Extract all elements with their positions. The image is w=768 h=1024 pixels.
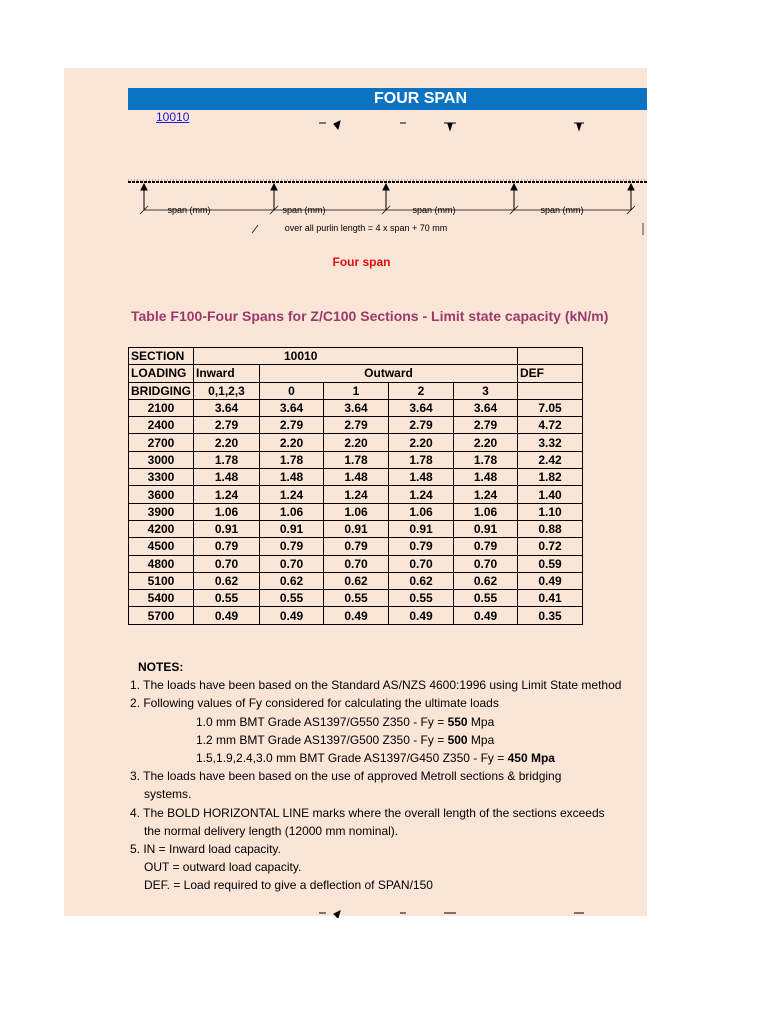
table-row — [129, 520, 583, 537]
value-cell: 0.91 — [260, 520, 324, 537]
section-code-link[interactable]: 10010 — [156, 110, 190, 124]
grade-1-unit: Mpa — [467, 714, 495, 729]
value-cell: 0.91 — [324, 520, 389, 537]
span-label-1: span (mm) — [167, 205, 211, 215]
value-cell: 1.06 — [454, 503, 518, 520]
value-cell: 0.79 — [389, 538, 454, 555]
table-title: Table F100-Four Spans for Z/C100 Sections - Limit state capacity (kN/m) — [131, 308, 609, 324]
diagram-caption: Four span — [332, 255, 391, 269]
value-cell: 3.64 — [194, 399, 260, 416]
table-row-loading — [129, 365, 583, 382]
load-capacity-table — [128, 347, 583, 625]
value-cell: 0.35 — [518, 607, 583, 624]
value-cell: 1.24 — [454, 486, 518, 503]
value-cell: 0.91 — [454, 520, 518, 537]
value-cell: 0.49 — [194, 607, 260, 624]
grade-2-text: 1.2 mm BMT Grade AS1397/G500 Z350 - Fy = — [196, 732, 448, 747]
table-row — [129, 572, 583, 589]
span-cell: 2700 — [129, 434, 194, 451]
value-cell: 3.64 — [260, 399, 324, 416]
value-cell: 1.40 — [518, 486, 583, 503]
value-cell: 2.20 — [324, 434, 389, 451]
span-cell: 3900 — [129, 503, 194, 520]
table-row — [129, 607, 583, 624]
value-cell: 0.91 — [389, 520, 454, 537]
def-label: DEF — [518, 365, 583, 382]
grade-3-value: 450 Mpa — [507, 751, 555, 766]
grade-line-1 — [128, 713, 648, 731]
span-label-4: span (mm) — [540, 205, 584, 215]
value-cell: 1.48 — [194, 469, 260, 486]
value-cell: 0.79 — [194, 538, 260, 555]
value-cell: 0.70 — [324, 555, 389, 572]
inward-label: Inward — [194, 365, 260, 382]
grade-3-text: 1.5,1.9,2.4,3.0 mm BMT Grade AS1397/G450 Z350 - Fy = — [196, 751, 508, 766]
value-cell: 1.24 — [324, 486, 389, 503]
top-marks — [319, 121, 584, 130]
table-row — [129, 399, 583, 416]
note-4-cont: the normal delivery length (12000 mm nominal). — [144, 823, 399, 838]
value-cell: 3.64 — [389, 399, 454, 416]
value-cell: 0.49 — [324, 607, 389, 624]
table-row — [129, 503, 583, 520]
span-cell: 4500 — [129, 538, 194, 555]
value-cell: 7.05 — [518, 399, 583, 416]
bridging-def-empty — [518, 382, 583, 399]
table-row-section — [129, 348, 583, 365]
table-row — [129, 538, 583, 555]
value-cell: 3.64 — [324, 399, 389, 416]
value-cell: 0.62 — [324, 572, 389, 589]
value-cell: 0.72 — [518, 538, 583, 555]
span-cell: 2100 — [129, 399, 194, 416]
value-cell: 1.78 — [454, 451, 518, 468]
note-3: 3. The loads have been based on the use of approved Metroll sections & bridging — [130, 769, 562, 784]
value-cell: 1.82 — [518, 469, 583, 486]
grade-line-2 — [128, 731, 648, 749]
span-cell: 5700 — [129, 607, 194, 624]
value-cell: 0.55 — [454, 590, 518, 607]
notes-title: NOTES: — [138, 660, 184, 674]
value-cell: 0.55 — [324, 590, 389, 607]
value-cell: 0.62 — [389, 572, 454, 589]
span-cell: 3000 — [129, 451, 194, 468]
table-row — [129, 555, 583, 572]
value-cell: 0.79 — [454, 538, 518, 555]
document-page — [64, 68, 647, 916]
page-title-banner: FOUR SPAN — [128, 88, 647, 110]
notes-section — [128, 658, 648, 895]
value-cell: 0.55 — [194, 590, 260, 607]
table-row — [129, 434, 583, 451]
section-empty-cell — [518, 348, 583, 365]
span-cell: 3600 — [129, 486, 194, 503]
section-label: SECTION — [129, 348, 194, 365]
bridging-label: BRIDGING — [129, 382, 194, 399]
table-row — [129, 590, 583, 607]
bridging-3: 3 — [454, 382, 518, 399]
note-1: 1. The loads have been based on the Standard AS/NZS 4600:1996 using Limit State method — [130, 678, 622, 693]
table-row — [129, 469, 583, 486]
value-cell: 0.79 — [324, 538, 389, 555]
value-cell: 4.72 — [518, 417, 583, 434]
value-cell: 2.79 — [260, 417, 324, 434]
value-cell: 2.20 — [454, 434, 518, 451]
value-cell: 2.20 — [194, 434, 260, 451]
value-cell: 0.62 — [454, 572, 518, 589]
four-span-diagram — [64, 68, 647, 268]
outward-label: Outward — [260, 365, 518, 382]
value-cell: 0.70 — [389, 555, 454, 572]
value-cell: 2.79 — [454, 417, 518, 434]
value-cell: 0.59 — [518, 555, 583, 572]
span-cell: 3300 — [129, 469, 194, 486]
value-cell: 1.06 — [260, 503, 324, 520]
value-cell: 3.32 — [518, 434, 583, 451]
span-cell: 5100 — [129, 572, 194, 589]
value-cell: 0.62 — [194, 572, 260, 589]
section-value: 10010 — [194, 348, 518, 365]
bridging-2: 2 — [389, 382, 454, 399]
value-cell: 0.49 — [454, 607, 518, 624]
bridging-0: 0 — [260, 382, 324, 399]
value-cell: 1.06 — [389, 503, 454, 520]
bridging-inward: 0,1,2,3 — [194, 382, 260, 399]
value-cell: 0.88 — [518, 520, 583, 537]
note-2: 2. Following values of Fy considered for calculating the ultimate loads — [130, 696, 499, 711]
value-cell: 2.79 — [389, 417, 454, 434]
note-3-cont: systems. — [144, 787, 192, 802]
value-cell: 0.70 — [260, 555, 324, 572]
value-cell: 1.06 — [324, 503, 389, 520]
value-cell: 1.48 — [260, 469, 324, 486]
table-body — [129, 399, 583, 624]
table-row — [129, 486, 583, 503]
grade-1-value: 550 — [447, 714, 468, 729]
value-cell: 0.62 — [260, 572, 324, 589]
value-cell: 2.20 — [260, 434, 324, 451]
table-row — [129, 451, 583, 468]
grade-line-3 — [128, 749, 648, 767]
table-row-bridging — [129, 382, 583, 399]
grade-2-unit: Mpa — [467, 732, 495, 747]
note-4: 4. The BOLD HORIZONTAL LINE marks where the overall length of the sections exceeds — [130, 805, 605, 820]
overall-length-label: over all purlin length = 4 x span + 70 mm — [284, 223, 448, 233]
value-cell: 0.91 — [194, 520, 260, 537]
span-label-3: span (mm) — [412, 205, 456, 215]
value-cell: 3.64 — [454, 399, 518, 416]
note-5-out: OUT = outward load capacity. — [144, 860, 302, 875]
value-cell: 0.79 — [260, 538, 324, 555]
value-cell: 1.06 — [194, 503, 260, 520]
value-cell: 1.24 — [260, 486, 324, 503]
value-cell: 1.78 — [324, 451, 389, 468]
value-cell: 1.48 — [324, 469, 389, 486]
note-5-def: DEF. = Load required to give a deflection of SPAN/150 — [144, 878, 433, 893]
span-cell: 4800 — [129, 555, 194, 572]
value-cell: 1.48 — [389, 469, 454, 486]
span-cell: 5400 — [129, 590, 194, 607]
bridging-1: 1 — [324, 382, 389, 399]
grade-1-text: 1.0 mm BMT Grade AS1397/G550 Z350 - Fy = — [196, 714, 448, 729]
value-cell: 1.10 — [518, 503, 583, 520]
table-row — [129, 417, 583, 434]
value-cell: 1.78 — [194, 451, 260, 468]
value-cell: 0.55 — [260, 590, 324, 607]
value-cell: 2.79 — [194, 417, 260, 434]
grade-2-value: 500 — [447, 732, 468, 747]
span-cell: 2400 — [129, 417, 194, 434]
value-cell: 1.24 — [194, 486, 260, 503]
value-cell: 0.49 — [518, 572, 583, 589]
value-cell: 2.79 — [324, 417, 389, 434]
value-cell: 0.41 — [518, 590, 583, 607]
span-cell: 4200 — [129, 520, 194, 537]
span-label-2: span (mm) — [282, 205, 326, 215]
footer-marks — [64, 904, 647, 918]
value-cell: 0.70 — [194, 555, 260, 572]
value-cell: 1.78 — [260, 451, 324, 468]
value-cell: 2.42 — [518, 451, 583, 468]
value-cell: 1.78 — [389, 451, 454, 468]
note-5: 5. IN = Inward load capacity. — [130, 842, 281, 857]
value-cell: 1.24 — [389, 486, 454, 503]
value-cell: 0.49 — [389, 607, 454, 624]
value-cell: 0.49 — [260, 607, 324, 624]
value-cell: 0.55 — [389, 590, 454, 607]
value-cell: 1.48 — [454, 469, 518, 486]
loading-label: LOADING — [129, 365, 194, 382]
value-cell: 0.70 — [454, 555, 518, 572]
value-cell: 2.20 — [389, 434, 454, 451]
